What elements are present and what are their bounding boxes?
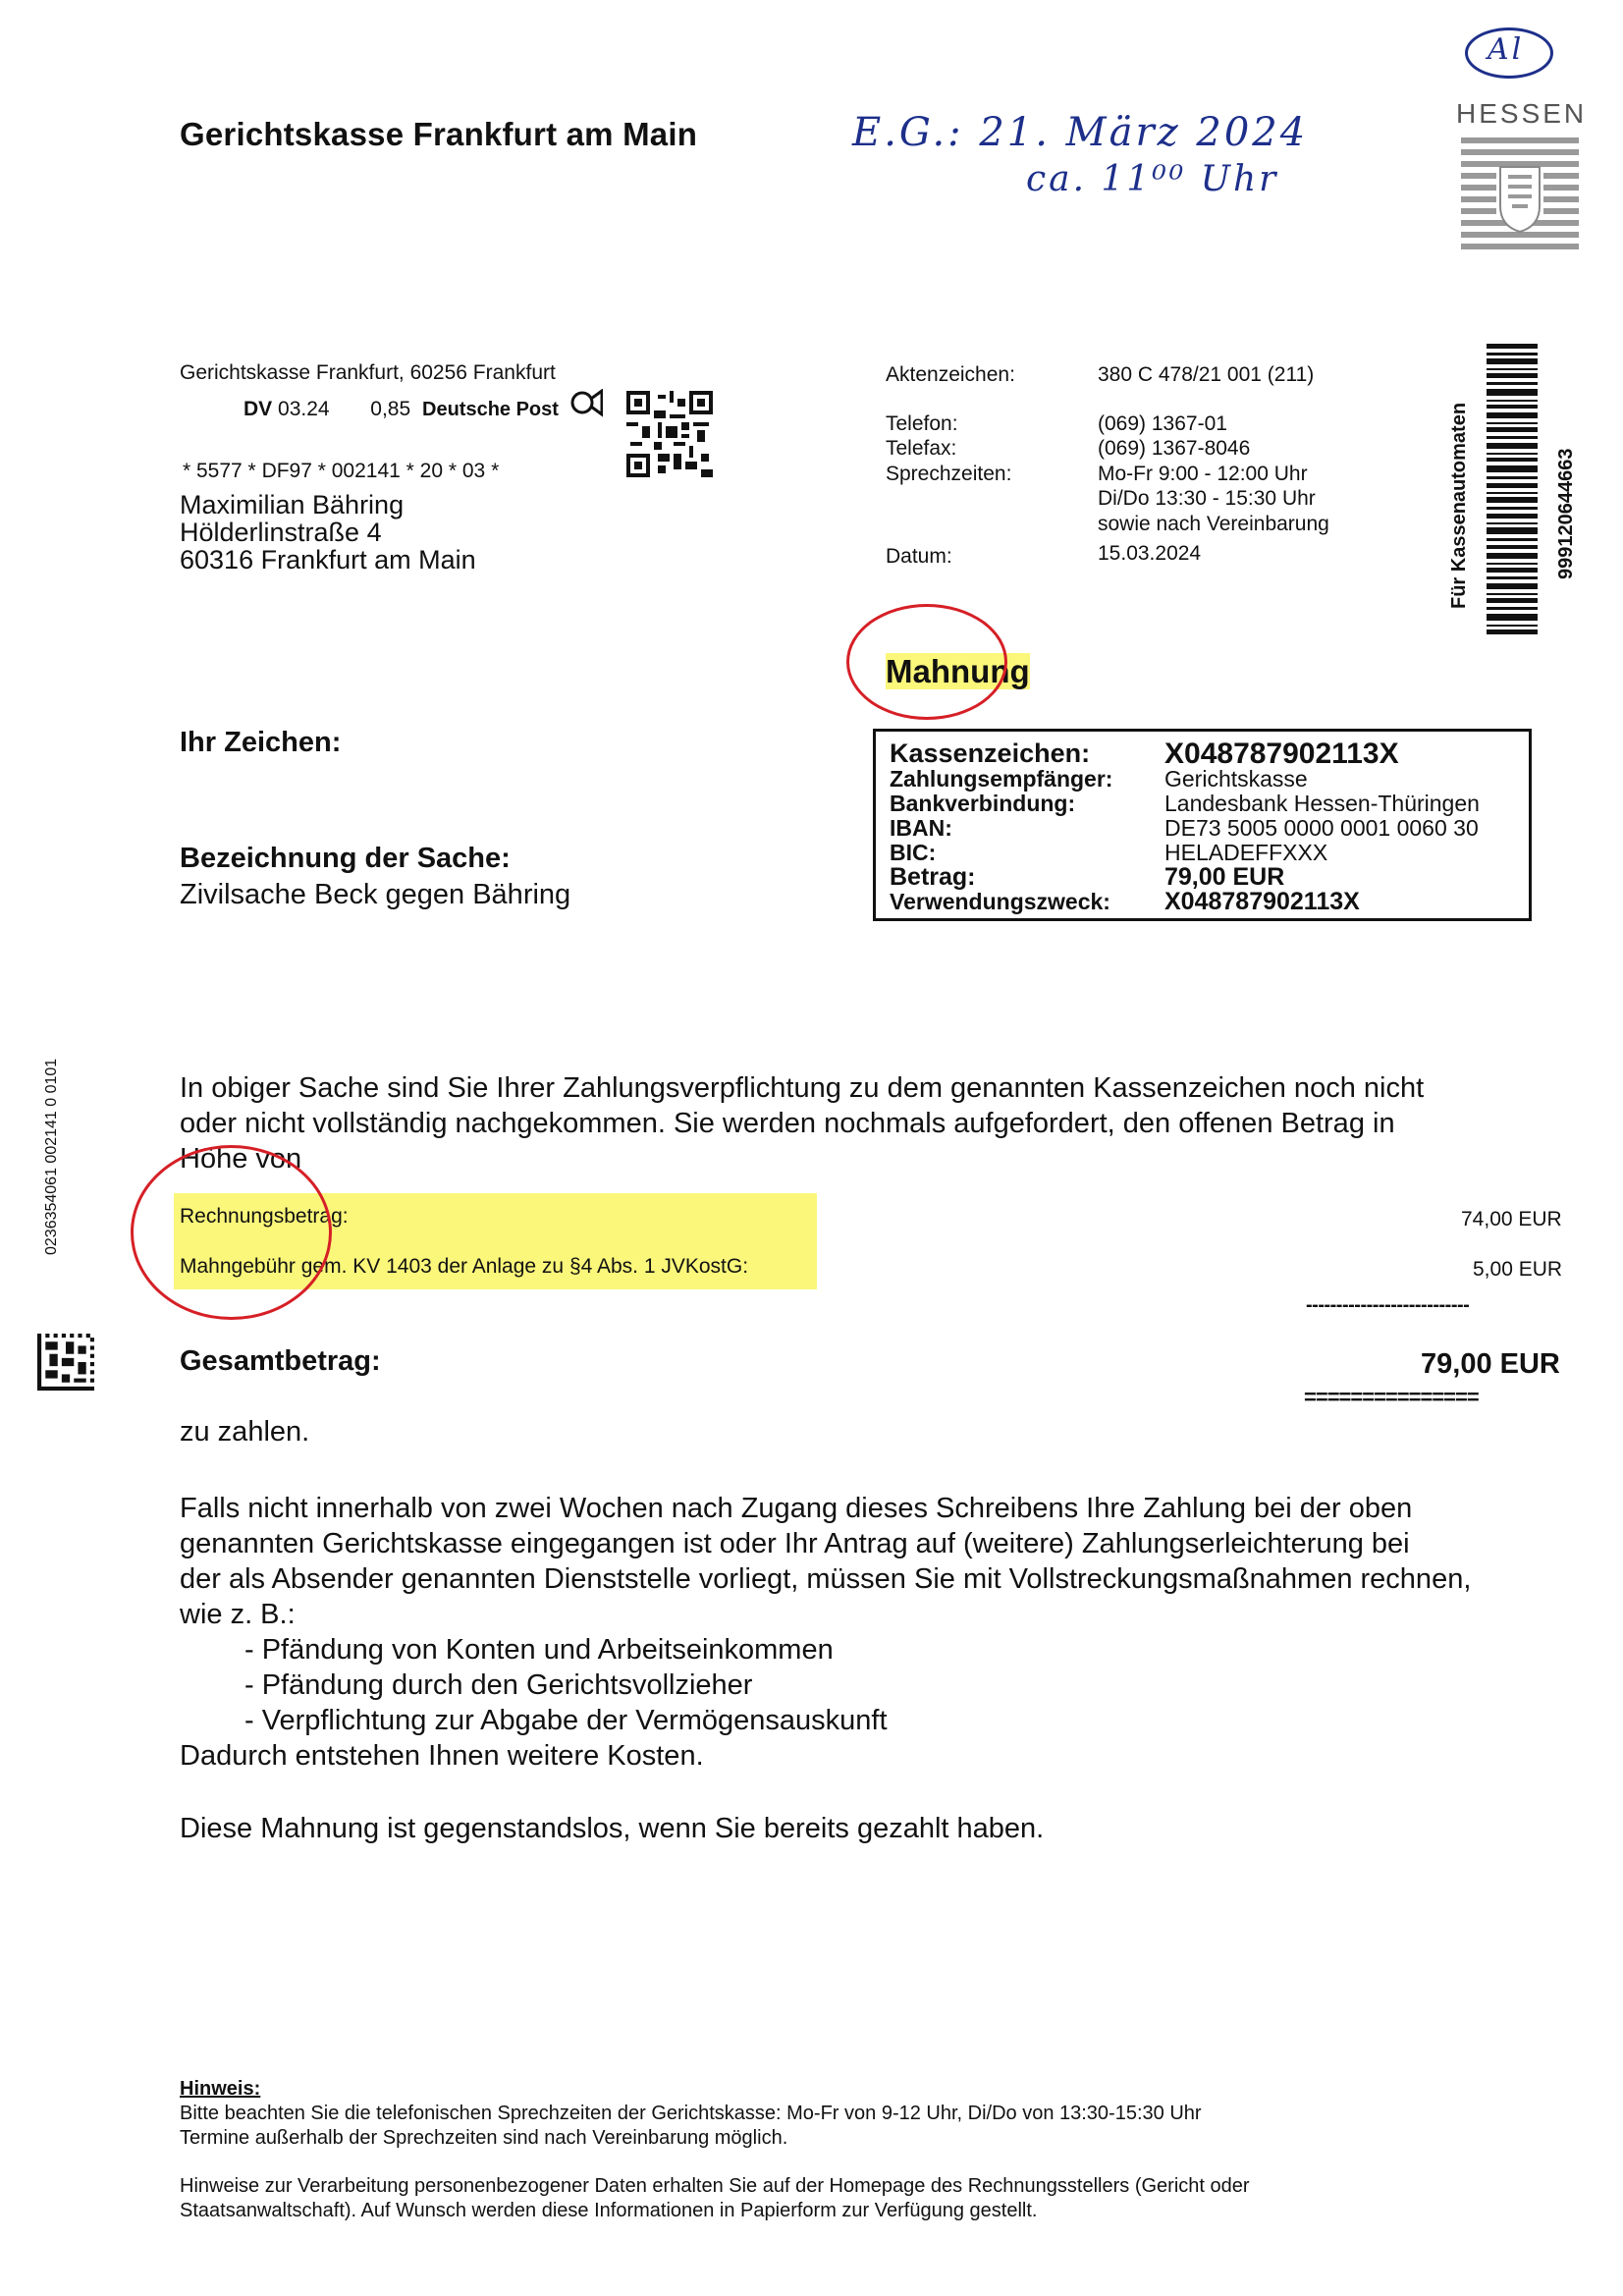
telefon-value: (069) 1367-01 xyxy=(1098,412,1227,435)
footer-line-3: Hinweise zur Verarbeitung personenbezogener Daten erhalten Sie auf der Homepage des Rechnungsstellers (Gericht oder xyxy=(180,2175,1250,2197)
document-title: Mahnung xyxy=(886,653,1030,689)
side-barcode-label: Für Kassenautomaten xyxy=(1448,402,1470,609)
aktenzeichen-value: 380 C 478/21 001 (211) xyxy=(1098,363,1315,386)
fee-amount-invoice: 74,00 EUR xyxy=(1461,1208,1562,1230)
sprechzeiten-label: Sprechzeiten: xyxy=(886,463,1012,485)
zu-zahlen-text: zu zahlen. xyxy=(180,1416,310,1448)
dv-value: 03.24 xyxy=(278,398,330,420)
aktenzeichen-label: Aktenzeichen: xyxy=(886,363,1015,386)
post-horn-icon xyxy=(569,389,603,423)
handwritten-note-date: E.G.: 21. März 2024 xyxy=(852,110,1309,155)
bank-label: Bankverbindung: xyxy=(890,791,1076,816)
telefon-label: Telefon: xyxy=(886,412,958,435)
warning-line-3: der als Absender genannten Dienststelle vorliegt, müssen Sie mit Vollstreckungsmaßnahmen rechnen, xyxy=(180,1563,1472,1595)
enforcement-item: - Pfändung durch den Gerichtsvollzieher xyxy=(244,1669,753,1701)
side-barcode-number: 999120644663 xyxy=(1555,448,1577,579)
recipient-street: Hölderlinstraße 4 xyxy=(180,518,382,547)
total-double-line: =============== xyxy=(1304,1385,1479,1409)
hessen-logo-text: HESSEN xyxy=(1456,98,1588,129)
zweck-label: Verwendungszweck: xyxy=(890,889,1110,914)
fee-amount-reminder: 5,00 EUR xyxy=(1473,1258,1563,1281)
kassenzeichen-label: Kassenzeichen: xyxy=(890,738,1091,768)
iban-label: IBAN: xyxy=(890,815,952,841)
intro-line-2: oder nicht vollständig nachgekommen. Sie werden nochmals aufgefordert, den offenen Betrag in xyxy=(180,1108,1395,1139)
sache-label: Bezeichnung der Sache: xyxy=(180,843,511,874)
enforcement-warning xyxy=(180,1491,1471,1774)
sprechzeiten-line3: sowie nach Vereinbarung xyxy=(1098,513,1329,535)
footer-line-4: Staatsanwaltschaft). Auf Wunsch werden diese Informationen in Papierform zur Verfügung gestellt. xyxy=(180,2200,1038,2221)
return-address-line: Gerichtskasse Frankfurt, 60256 Frankfurt xyxy=(180,361,556,384)
qr-code-icon xyxy=(626,391,713,477)
bic-label: BIC: xyxy=(890,840,937,865)
court-title: Gerichtskasse Frankfurt am Main xyxy=(180,116,698,152)
telefax-label: Telefax: xyxy=(886,437,957,460)
warning-line-1: Falls nicht innerhalb von zwei Wochen nach Zugang dieses Schreibens Ihre Zahlung bei der oben xyxy=(180,1493,1413,1524)
betrag-label: Betrag: xyxy=(890,863,976,891)
recipient-name: Maximilian Bähring xyxy=(180,490,405,519)
warning-line-4: wie z. B.: xyxy=(180,1599,296,1630)
gegenstandslos-text: Diese Mahnung ist gegenstandslos, wenn Sie bereits gezahlt haben. xyxy=(180,1813,1045,1844)
sprechzeiten-line1: Mo-Fr 9:00 - 12:00 Uhr xyxy=(1098,463,1308,485)
left-margin-code: 0236354061 002141 0 0101 xyxy=(43,1058,60,1255)
payment-details-box xyxy=(873,729,1532,921)
barcode-line: * 5577 * DF97 * 002141 * 20 * 03 * xyxy=(183,460,500,482)
dv-label: DV xyxy=(243,398,273,420)
red-annotation-circle-fees xyxy=(131,1145,332,1320)
initials-circle xyxy=(1465,27,1553,79)
footer-line-1: Bitte beachten Sie die telefonischen Sprechzeiten der Gerichtskasse: Mo-Fr von 9-12 Uhr, Di/Do von 13:30-15:30 Uhr xyxy=(180,2103,1202,2124)
bic-value: HELADEFFXXX xyxy=(1164,840,1328,865)
datum-label: Datum: xyxy=(886,545,952,568)
footer-line-2: Termine außerhalb der Sprechzeiten sind nach Vereinbarung möglich. xyxy=(180,2127,788,2149)
sum-separator: --------------------------- xyxy=(1306,1294,1470,1316)
telefax-value: (069) 1367-8046 xyxy=(1098,437,1251,460)
intro-line-3: Höhe von xyxy=(180,1143,302,1175)
warning-closing: Dadurch entstehen Ihnen weitere Kosten. xyxy=(180,1740,704,1772)
initials-text: Al xyxy=(1488,32,1525,67)
warning-line-2: genannten Gerichtskasse eingegangen ist oder Ihr Antrag auf (weitere) Zahlungserleichterung bei xyxy=(180,1528,1410,1559)
intro-line-1: In obiger Sache sind Sie Ihrer Zahlungsverpflichtung zu dem genannten Kassenzeichen noch nicht xyxy=(180,1072,1425,1104)
bank-value: Landesbank Hessen-Thüringen xyxy=(1164,791,1480,816)
postage-amount: 0,85 xyxy=(370,398,411,420)
hinweis-label: Hinweis: xyxy=(180,2078,261,2100)
enforcement-item: - Pfändung von Konten und Arbeitseinkommen xyxy=(244,1634,834,1666)
carrier-name: Deutsche Post xyxy=(422,399,559,420)
enforcement-item: - Verpflichtung zur Abgabe der Vermögensauskunft xyxy=(244,1705,888,1736)
betrag-value: 79,00 EUR xyxy=(1164,863,1285,891)
fee-label-reminder: Mahngebühr gem. KV 1403 der Anlage zu §4 Abs. 1 JVKostG: xyxy=(180,1255,749,1278)
fee-label-invoice: Rechnungsbetrag: xyxy=(180,1205,349,1228)
empfaenger-value: Gerichtskasse xyxy=(1164,766,1308,792)
zweck-value: X048787902113X xyxy=(1164,888,1360,915)
handwritten-note-time: ca. 11⁰⁰ Uhr xyxy=(1026,159,1279,199)
ihr-zeichen-label: Ihr Zeichen: xyxy=(180,727,342,758)
red-annotation-circle-title xyxy=(846,604,1007,720)
datamatrix-icon xyxy=(37,1334,94,1391)
sprechzeiten-line2: Di/Do 13:30 - 15:30 Uhr xyxy=(1098,487,1316,510)
sache-value: Zivilsache Beck gegen Bähring xyxy=(180,879,571,910)
enforcement-list xyxy=(180,1632,1471,1738)
kassenzeichen-value: X048787902113X xyxy=(1164,738,1399,770)
intro-paragraph xyxy=(180,1070,1424,1176)
side-barcode-icon xyxy=(1487,344,1538,636)
footer-notes xyxy=(180,2077,1250,2223)
empfaenger-label: Zahlungsempfänger: xyxy=(890,766,1113,792)
datum-value: 15.03.2024 xyxy=(1098,542,1202,565)
postage-info xyxy=(243,398,559,421)
hessen-coat-of-arms-icon xyxy=(1461,137,1579,253)
total-amount: 79,00 EUR xyxy=(1421,1348,1560,1380)
iban-value: DE73 5005 0000 0001 0060 30 xyxy=(1164,815,1479,841)
recipient-address xyxy=(180,491,476,574)
total-label: Gesamtbetrag: xyxy=(180,1345,381,1377)
recipient-city: 60316 Frankfurt am Main xyxy=(180,545,476,574)
